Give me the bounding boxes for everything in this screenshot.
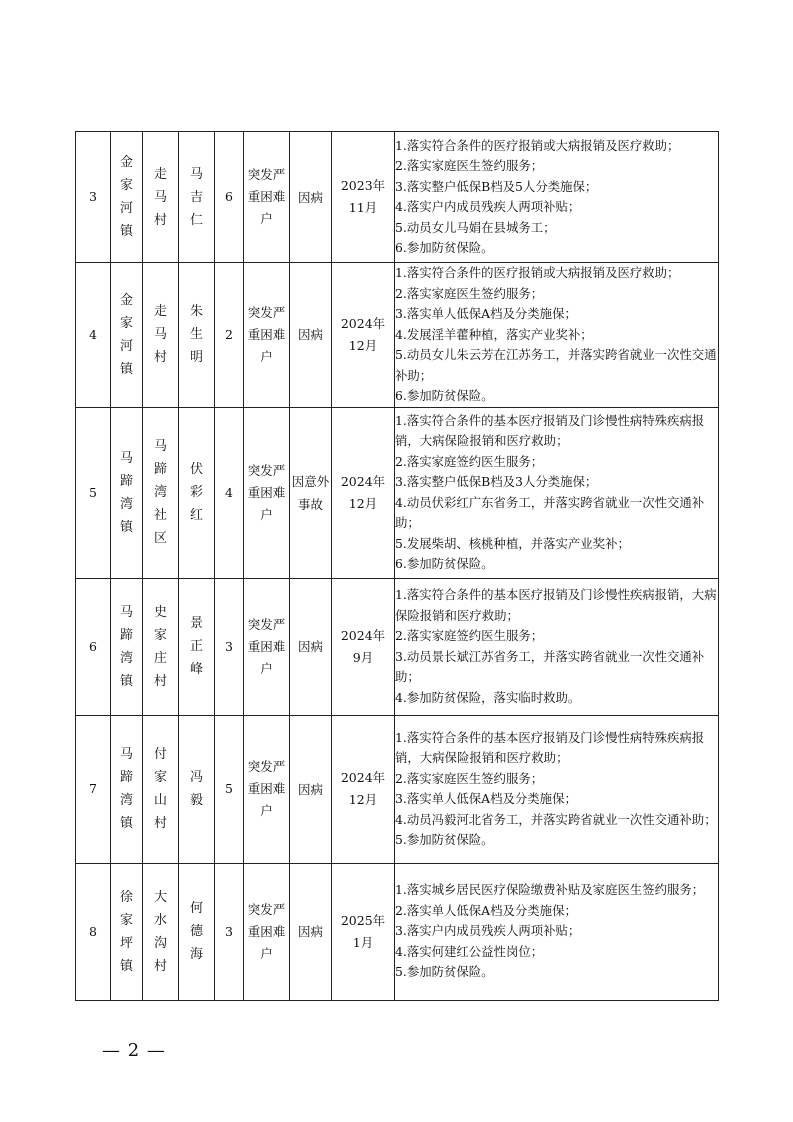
measure-item: 3.动员景长斌江苏省务工，并落实跨省就业一次性交通补助；: [395, 648, 705, 684]
date-cell: [332, 407, 395, 578]
town-cell: [111, 715, 143, 863]
measure-item: 5.参加防贫保险。: [395, 832, 494, 847]
measure-item: 5.动员女儿马娟在县城务工；: [395, 219, 556, 235]
name-cell-text: 何德海: [190, 901, 204, 962]
household-size-cell: 3: [215, 863, 244, 1000]
table-body: [76, 132, 719, 1001]
measure-item: 4.发展淫羊藿种植，落实产业奖补；: [395, 326, 593, 342]
village-cell-text: 马蹄湾社区: [154, 439, 168, 546]
measure-item: 3.落实单人低保A档及分类施保；: [395, 306, 577, 321]
table-row: [76, 715, 719, 863]
measure-item: 1.落实符合条件的医疗报销或大病报销及医疗救助；: [395, 137, 680, 153]
household-size-cell: 5: [215, 715, 244, 863]
row-number: 5: [76, 407, 111, 578]
row-number: 8: [76, 863, 111, 1000]
household-type-cell-text: 突发严重困难户: [247, 462, 286, 522]
measure-item: 3.落实户内成员残疾人两项补贴；: [395, 923, 581, 939]
village-cell-text: 走马村: [154, 304, 168, 366]
household-type-cell: [244, 407, 290, 578]
reason-cell-text: 因病: [297, 327, 323, 343]
row-number: 7: [76, 715, 111, 863]
village-cell: [143, 578, 179, 715]
measure-item: 2.落实家庭签约医生服务；: [395, 453, 544, 469]
page-number: — 2 —: [102, 1040, 166, 1061]
village-cell-text: 史家庄村: [154, 604, 168, 689]
household-type-cell: [244, 132, 290, 263]
date-cell-text: 2025年1月: [340, 912, 386, 950]
household-type-cell: [244, 715, 290, 863]
town-cell: [111, 578, 143, 715]
row-number: 6: [76, 578, 111, 715]
village-cell: [143, 715, 179, 863]
measure-item: 6.参加防贫保险。: [395, 388, 494, 403]
reason-cell: [290, 863, 332, 1000]
measures-cell: [395, 715, 719, 863]
town-cell-text: 马蹄湾镇: [120, 747, 134, 831]
household-type-cell: [244, 578, 290, 715]
reason-cell: [290, 715, 332, 863]
town-cell-text: 金家河镇: [120, 292, 134, 377]
measure-item: 3.落实整户低保B档及3人分类施保；: [395, 474, 598, 489]
town-cell: [111, 407, 143, 578]
measure-item: 4.落实户内成员残疾人两项补贴；: [395, 199, 581, 214]
measure-item: 5.参加防贫保险。: [395, 964, 494, 980]
measure-item: 5.动员女儿朱云芳在江苏务工，并落实跨省就业一次性交通补助；: [395, 347, 717, 383]
town-cell: [111, 863, 143, 1000]
measure-item: 1.落实符合条件的医疗报销或大病报销及医疗救助；: [395, 265, 680, 280]
measure-item: 5.发展柴胡、核桃种植，并落实产业奖补；: [395, 535, 630, 551]
measures-cell: [395, 578, 719, 715]
measure-item: 1.落实符合条件的基本医疗报销及门诊慢性病特殊疾病报销，大病保险报销和医疗救助；: [395, 729, 705, 765]
date-cell-text: 2024年12月: [340, 473, 386, 511]
measure-item: 4.参加防贫保险，落实临时救助。: [395, 689, 581, 705]
village-cell: [143, 263, 179, 408]
date-cell: [332, 578, 395, 715]
measures-cell: [395, 263, 719, 408]
reason-cell-text: 因意外事故: [291, 473, 330, 512]
village-cell: [143, 407, 179, 578]
town-cell-text: 马蹄湾镇: [120, 604, 134, 689]
household-size-cell: 3: [215, 578, 244, 715]
name-cell: [179, 407, 215, 578]
table-row: [76, 578, 719, 715]
assistance-table: [75, 131, 719, 1001]
measure-item: 6.参加防贫保险。: [395, 240, 494, 255]
reason-cell-text: 因病: [297, 781, 323, 797]
measure-item: 1.落实符合条件的基本医疗报销及门诊慢性病特殊疾病报销，大病保险报销和医疗救助；: [395, 412, 705, 448]
name-cell-text: 冯毅: [190, 770, 204, 808]
household-type-cell-text: 突发严重困难户: [247, 167, 286, 226]
reason-cell: [290, 578, 332, 715]
date-cell: [332, 715, 395, 863]
name-cell-text: 马吉仁: [190, 166, 204, 228]
name-cell: [179, 132, 215, 263]
household-size-cell: 2: [215, 263, 244, 408]
town-cell-text: 马蹄湾镇: [120, 450, 134, 535]
date-cell-text: 2024年12月: [340, 770, 386, 807]
measure-item: 4.动员冯毅河北省务工，并落实跨省就业一次性交通补助；: [395, 811, 717, 827]
name-cell-text: 景正峰: [190, 616, 204, 677]
measure-item: 4.落实何建红公益性岗位；: [395, 943, 544, 959]
village-cell: [143, 132, 179, 263]
name-cell: [179, 578, 215, 715]
name-cell: [179, 863, 215, 1000]
measure-item: 4.动员伏彩红广东省务工，并落实跨省就业一次性交通补助；: [395, 494, 705, 530]
household-type-cell: [244, 263, 290, 408]
measure-item: 2.落实家庭医生签约服务；: [395, 158, 544, 173]
name-cell: [179, 715, 215, 863]
measure-item: 1.落实符合条件的基本医疗报销及门诊慢性疾病报销，大病保险报销和医疗救助；: [395, 587, 717, 623]
row-number: 4: [76, 263, 111, 408]
date-cell: [332, 263, 395, 408]
household-type-cell: [244, 863, 290, 1000]
measure-item: 2.落实单人低保A档及分类施保；: [395, 902, 577, 918]
town-cell: [111, 132, 143, 263]
reason-cell: [290, 407, 332, 578]
household-type-cell-text: 突发严重困难户: [247, 901, 286, 961]
name-cell-text: 朱生明: [190, 304, 204, 366]
date-cell-text: 2024年12月: [340, 315, 386, 353]
town-cell-text: 金家河镇: [120, 155, 134, 239]
name-cell: [179, 263, 215, 408]
measure-item: 2.落实家庭医生签约服务；: [395, 285, 544, 301]
household-type-cell-text: 突发严重困难户: [247, 759, 286, 818]
table-row: [76, 132, 719, 263]
measure-item: 6.参加防贫保险。: [395, 556, 494, 571]
measures-cell: [395, 863, 719, 1000]
reason-cell-text: 因病: [297, 924, 323, 939]
village-cell: [143, 863, 179, 1000]
table-row: [76, 263, 719, 408]
household-type-cell-text: 突发严重困难户: [247, 616, 286, 676]
village-cell-text: 大水沟村: [154, 889, 168, 974]
town-cell: [111, 263, 143, 408]
household-type-cell-text: 突发严重困难户: [247, 304, 286, 364]
name-cell-text: 伏彩红: [190, 462, 204, 523]
reason-cell: [290, 263, 332, 408]
reason-cell: [290, 132, 332, 263]
table-row: [76, 863, 719, 1000]
town-cell-text: 徐家坪镇: [120, 889, 134, 974]
date-cell-text: 2024年9月: [340, 627, 386, 665]
measures-cell: [395, 132, 719, 263]
measure-item: 3.落实整户低保B档及5人分类施保；: [395, 178, 598, 194]
reason-cell-text: 因病: [297, 189, 323, 205]
measure-item: 2.落实家庭签约医生服务；: [395, 628, 544, 643]
village-cell-text: 走马村: [154, 166, 168, 228]
row-number: 3: [76, 132, 111, 263]
reason-cell-text: 因病: [297, 639, 323, 654]
household-size-cell: 4: [215, 407, 244, 578]
date-cell: [332, 132, 395, 263]
household-size-cell: 6: [215, 132, 244, 263]
date-cell-text: 2023年11月: [340, 178, 386, 215]
measures-cell: [395, 407, 719, 578]
measure-item: 3.落实单人低保A档及分类施保；: [395, 791, 577, 806]
measure-item: 2.落实家庭医生签约服务；: [395, 770, 544, 786]
village-cell-text: 付家山村: [154, 747, 168, 831]
table-row: [76, 407, 719, 578]
date-cell: [332, 863, 395, 1000]
measure-item: 1.落实城乡居民医疗保险缴费补贴及家庭医生签约服务；: [395, 882, 705, 898]
